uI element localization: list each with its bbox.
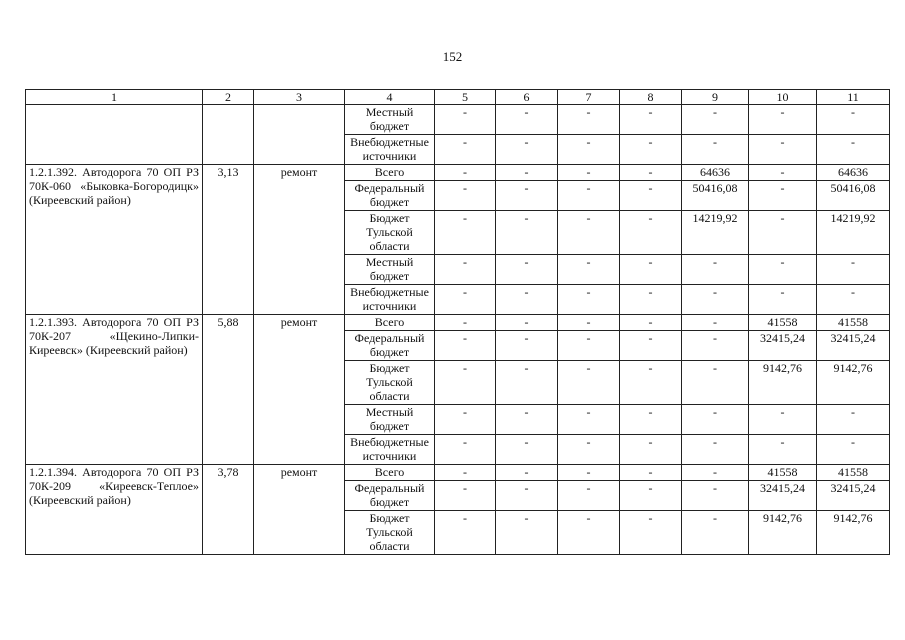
table-row [26,165,890,181]
amount-cell: - [620,361,682,405]
amount-cell: - [435,331,496,361]
amount-cell: 50416,08 [682,181,749,211]
amount-cell: - [496,361,558,405]
road-object-cell: 1.2.1.392. Автодорога 70 ОП РЗ 70К-060 «Быковка-Богородицк» (Киреевский район) [26,165,203,315]
budget-table [25,89,890,555]
column-header-10: 10 [749,90,817,105]
amount-cell: - [749,135,817,165]
funding-source-cell: Всего [345,315,435,331]
amount-cell: - [435,255,496,285]
funding-source-cell: Всего [345,165,435,181]
amount-cell: - [817,405,890,435]
amount-cell: - [620,481,682,511]
funding-source-cell: Федеральный бюджет [345,181,435,211]
road-length-cell [203,105,254,165]
amount-cell: 32415,24 [817,481,890,511]
column-header-11: 11 [817,90,890,105]
amount-cell: - [749,165,817,181]
amount-cell: - [435,135,496,165]
amount-cell: - [620,135,682,165]
amount-cell: - [558,255,620,285]
funding-source-cell: Местный бюджет [345,255,435,285]
table-row [26,465,890,481]
amount-cell: - [620,255,682,285]
funding-source-cell: Внебюджетные источники [345,435,435,465]
amount-cell: - [620,405,682,435]
amount-cell: - [496,481,558,511]
road-object-cell: 1.2.1.393. Автодорога 70 ОП РЗ 70К-207 «Щекино-Липки-Киреевск» (Киреевский район) [26,315,203,465]
amount-cell: - [496,315,558,331]
amount-cell: 14219,92 [817,211,890,255]
amount-cell: - [682,331,749,361]
amount-cell: - [817,255,890,285]
amount-cell: - [558,211,620,255]
column-header-6: 6 [496,90,558,105]
amount-cell: 14219,92 [682,211,749,255]
road-object-cell: 1.2.1.394. Автодорога 70 ОП РЗ 70К-209 «Киреевск-Теплое» (Киреевский район) [26,465,203,555]
table-header [26,90,890,105]
amount-cell: - [682,481,749,511]
amount-cell: - [749,105,817,135]
funding-source-cell: Внебюджетные источники [345,285,435,315]
funding-source-cell: Бюджет Тульской области [345,511,435,555]
amount-cell: - [817,435,890,465]
amount-cell: - [558,465,620,481]
column-header-4: 4 [345,90,435,105]
amount-cell: - [620,435,682,465]
amount-cell: - [558,105,620,135]
header-row [26,90,890,105]
amount-cell: - [682,315,749,331]
amount-cell: - [558,481,620,511]
amount-cell: - [620,181,682,211]
amount-cell: - [435,165,496,181]
amount-cell: - [496,285,558,315]
funding-source-cell: Бюджет Тульской области [345,211,435,255]
amount-cell: - [435,285,496,315]
funding-source-cell: Всего [345,465,435,481]
amount-cell: - [558,165,620,181]
funding-source-cell: Местный бюджет [345,405,435,435]
column-header-7: 7 [558,90,620,105]
amount-cell: - [682,135,749,165]
amount-cell: - [682,405,749,435]
amount-cell: - [620,105,682,135]
table-body [26,105,890,555]
work-type-cell: ремонт [254,165,345,315]
amount-cell: - [749,255,817,285]
amount-cell: - [620,331,682,361]
amount-cell: - [682,255,749,285]
amount-cell: - [496,165,558,181]
amount-cell: - [620,465,682,481]
amount-cell: 41558 [817,315,890,331]
amount-cell: 32415,24 [817,331,890,361]
amount-cell: - [435,405,496,435]
column-header-9: 9 [682,90,749,105]
amount-cell: - [558,511,620,555]
table-row [26,105,890,135]
amount-cell: - [749,285,817,315]
amount-cell: - [817,135,890,165]
table-row [26,315,890,331]
amount-cell: 50416,08 [817,181,890,211]
amount-cell: - [435,481,496,511]
page-number: 152 [442,49,463,64]
road-length-cell: 5,88 [203,315,254,465]
funding-source-cell: Федеральный бюджет [345,481,435,511]
amount-cell: - [558,361,620,405]
funding-source-cell: Бюджет Тульской области [345,361,435,405]
amount-cell: 41558 [749,315,817,331]
amount-cell: - [496,405,558,435]
amount-cell: 32415,24 [749,481,817,511]
funding-source-cell: Федеральный бюджет [345,331,435,361]
amount-cell: - [749,405,817,435]
amount-cell: - [496,435,558,465]
amount-cell: 9142,76 [817,511,890,555]
amount-cell: - [435,105,496,135]
amount-cell: - [620,315,682,331]
amount-cell: - [558,435,620,465]
amount-cell: - [435,211,496,255]
column-header-1: 1 [26,90,203,105]
work-type-cell: ремонт [254,315,345,465]
amount-cell: - [435,435,496,465]
amount-cell: - [620,511,682,555]
amount-cell: - [620,285,682,315]
amount-cell: - [558,181,620,211]
amount-cell: - [620,211,682,255]
amount-cell: - [496,255,558,285]
column-header-3: 3 [254,90,345,105]
amount-cell: - [682,285,749,315]
amount-cell: - [682,511,749,555]
amount-cell: - [435,361,496,405]
amount-cell: 9142,76 [749,361,817,405]
road-length-cell: 3,13 [203,165,254,315]
amount-cell: - [435,465,496,481]
amount-cell: - [558,285,620,315]
amount-cell: 41558 [817,465,890,481]
amount-cell: - [817,285,890,315]
amount-cell: - [749,211,817,255]
amount-cell: - [558,315,620,331]
amount-cell: - [496,465,558,481]
amount-cell: 9142,76 [749,511,817,555]
amount-cell: - [749,435,817,465]
work-type-cell: ремонт [254,465,345,555]
amount-cell: - [435,315,496,331]
amount-cell: - [496,105,558,135]
amount-cell: - [435,511,496,555]
column-header-8: 8 [620,90,682,105]
amount-cell: - [496,211,558,255]
amount-cell: - [558,331,620,361]
work-type-cell [254,105,345,165]
amount-cell: - [496,331,558,361]
column-header-2: 2 [203,90,254,105]
amount-cell: - [496,181,558,211]
amount-cell: - [558,135,620,165]
amount-cell: 64636 [817,165,890,181]
amount-cell: - [496,135,558,165]
column-header-5: 5 [435,90,496,105]
amount-cell: - [817,105,890,135]
amount-cell: 32415,24 [749,331,817,361]
road-object-cell [26,105,203,165]
amount-cell: 64636 [682,165,749,181]
amount-cell: - [496,511,558,555]
amount-cell: - [682,361,749,405]
amount-cell: - [749,181,817,211]
amount-cell: - [435,181,496,211]
amount-cell: - [682,465,749,481]
road-length-cell: 3,78 [203,465,254,555]
amount-cell: - [682,435,749,465]
amount-cell: 9142,76 [817,361,890,405]
funding-source-cell: Местный бюджет [345,105,435,135]
amount-cell: 41558 [749,465,817,481]
amount-cell: - [558,405,620,435]
amount-cell: - [682,105,749,135]
amount-cell: - [620,165,682,181]
funding-source-cell: Внебюджетные источники [345,135,435,165]
